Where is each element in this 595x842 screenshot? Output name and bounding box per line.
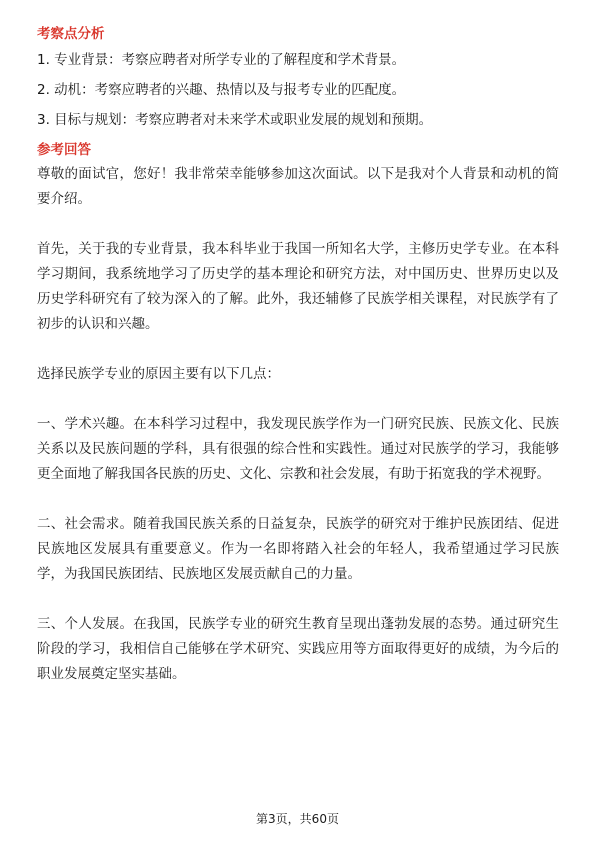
- answer-heading: 参考回答: [37, 142, 91, 158]
- answer-paragraph-reason-3: 三、个人发展。在我国，民族学专业的研究生教育呈现出蓬勃发展的态势。通过研究生阶段的学习，我相信自己能够在学术研究、实践应用等方面取得更好的成绩，为今后的职业发展奠定坚实基础。: [37, 616, 559, 682]
- analysis-item-3: 3. 目标与规划：考察应聘者对未来学术或职业发展的规划和预期。: [37, 112, 433, 128]
- analysis-item-1: 1. 专业背景：考察应聘者对所学专业的了解程度和学术背景。: [37, 52, 406, 68]
- answer-paragraph-greeting: 尊敬的面试官，您好！我非常荣幸能够参加这次面试。以下是我对个人背景和动机的简要介绍。: [37, 166, 559, 207]
- answer-paragraph-reason-1: 一、学术兴趣。在本科学习过程中，我发现民族学作为一门研究民族、民族文化、民族关系以及民族问题的学科，具有很强的综合性和实践性。通过对民族学的学习，我能够更全面地了解我国各民族的历史、文化、宗教和社会发展，有助于拓宽我的学术视野。: [37, 416, 559, 482]
- page-number: 第3页，共60页: [256, 812, 339, 826]
- answer-paragraph-reason-2: 二、社会需求。随着我国民族关系的日益复杂，民族学的研究对于维护民族团结、促进民族地区发展具有重要意义。作为一名即将踏入社会的年轻人，我希望通过学习民族学，为我国民族团结、民族地区发展贡献自己的力量。: [37, 516, 559, 582]
- answer-paragraph-reasons-intro: 选择民族学专业的原因主要有以下几点：: [37, 366, 280, 382]
- page-content: [37, 24, 559, 712]
- analysis-item-2: 2. 动机：考察应聘者的兴趣、热情以及与报考专业的匹配度。: [37, 82, 406, 98]
- analysis-heading: 考察点分析: [37, 26, 105, 42]
- answer-paragraph-background: 首先，关于我的专业背景，我本科毕业于我国一所知名大学，主修历史学专业。在本科学习期间，我系统地学习了历史学的基本理论和研究方法，对中国历史、世界历史以及历史学科研究有了较为深入的了解。此外，我还辅修了民族学相关课程，对民族学有了初步的认识和兴趣。: [37, 241, 559, 332]
